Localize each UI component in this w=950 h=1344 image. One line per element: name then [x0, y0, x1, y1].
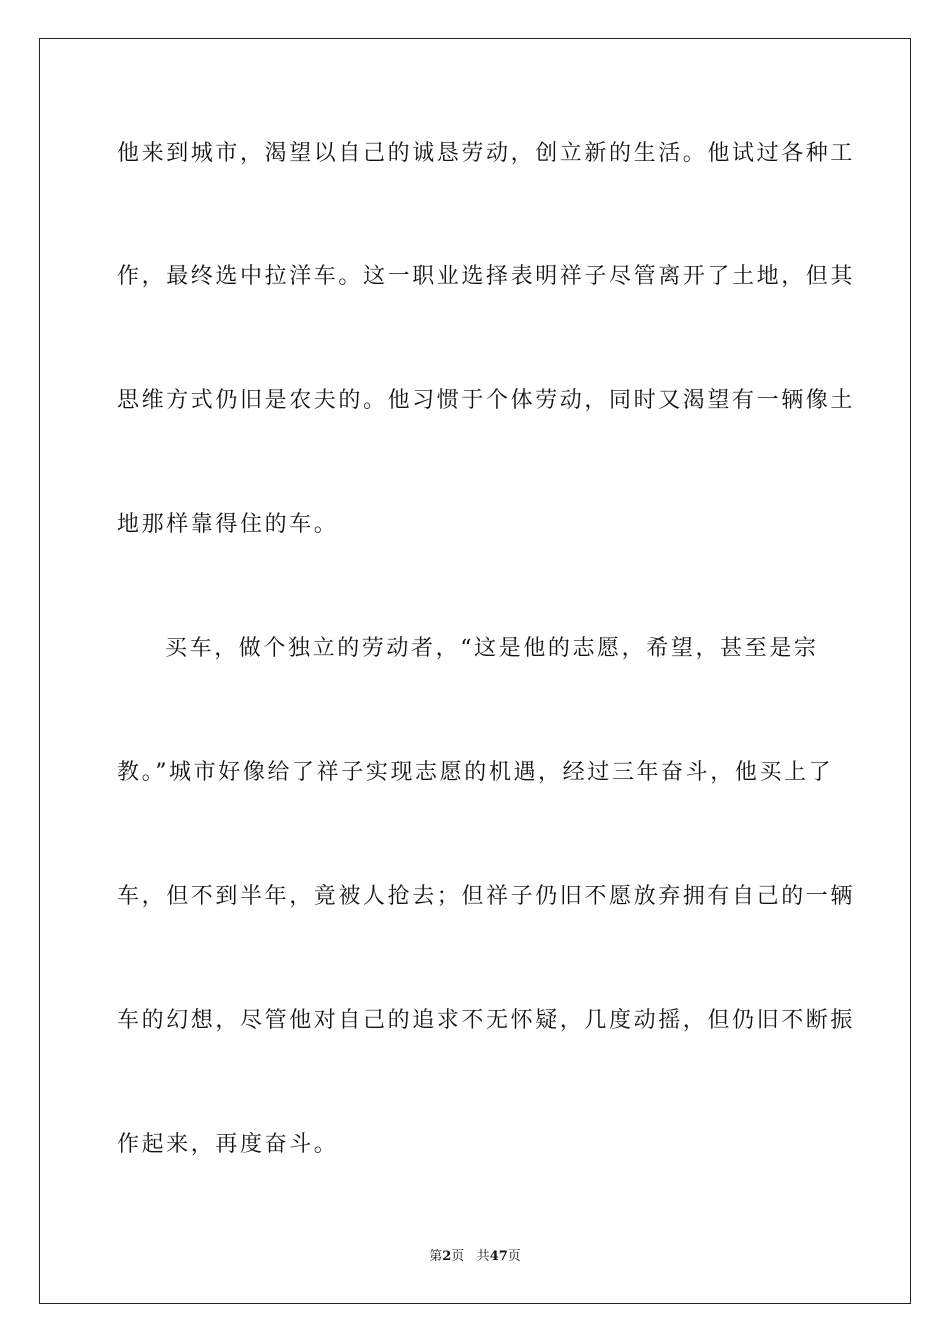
paragraph-line: 车，但不到半年，竟被人抢去；但祥子仍旧不愿放弃拥有自己的一辆: [117, 884, 856, 909]
paragraph-line: 作起来，再度奋斗。: [117, 1132, 339, 1157]
page-footer: [0, 1249, 950, 1265]
total-suffix: 页: [507, 1249, 521, 1264]
page-suffix: 页: [451, 1249, 465, 1264]
total-pages: 47: [489, 1249, 508, 1264]
paragraph-line: 作，最终选中拉洋车。这一职业选择表明祥子尽管离开了土地，但其: [117, 264, 856, 289]
page-number: 2: [442, 1249, 452, 1264]
paragraph-line: 教。”城市好像给了祥子实现志愿的机遇，经过三年奋斗，他买上了: [117, 760, 834, 785]
paragraph-line: 地那样靠得住的车。: [117, 512, 339, 537]
paragraph-line: 他来到城市，渴望以自己的诚恳劳动，创立新的生活。他试过各种工: [117, 141, 856, 166]
page-border: [39, 38, 911, 1304]
paragraph-line: 车的幻想，尽管他对自己的追求不无怀疑，几度动摇，但仍旧不断振: [117, 1008, 856, 1033]
page-prefix: 第: [429, 1249, 443, 1264]
total-prefix: 共: [476, 1249, 490, 1264]
paragraph-line: 思维方式仍旧是农夫的。他习惯于个体劳动，同时又渴望有一辆像土: [117, 388, 856, 413]
paragraph-line: 买车，做个独立的劳动者，“这是他的志愿，希望，甚至是宗: [165, 636, 819, 661]
